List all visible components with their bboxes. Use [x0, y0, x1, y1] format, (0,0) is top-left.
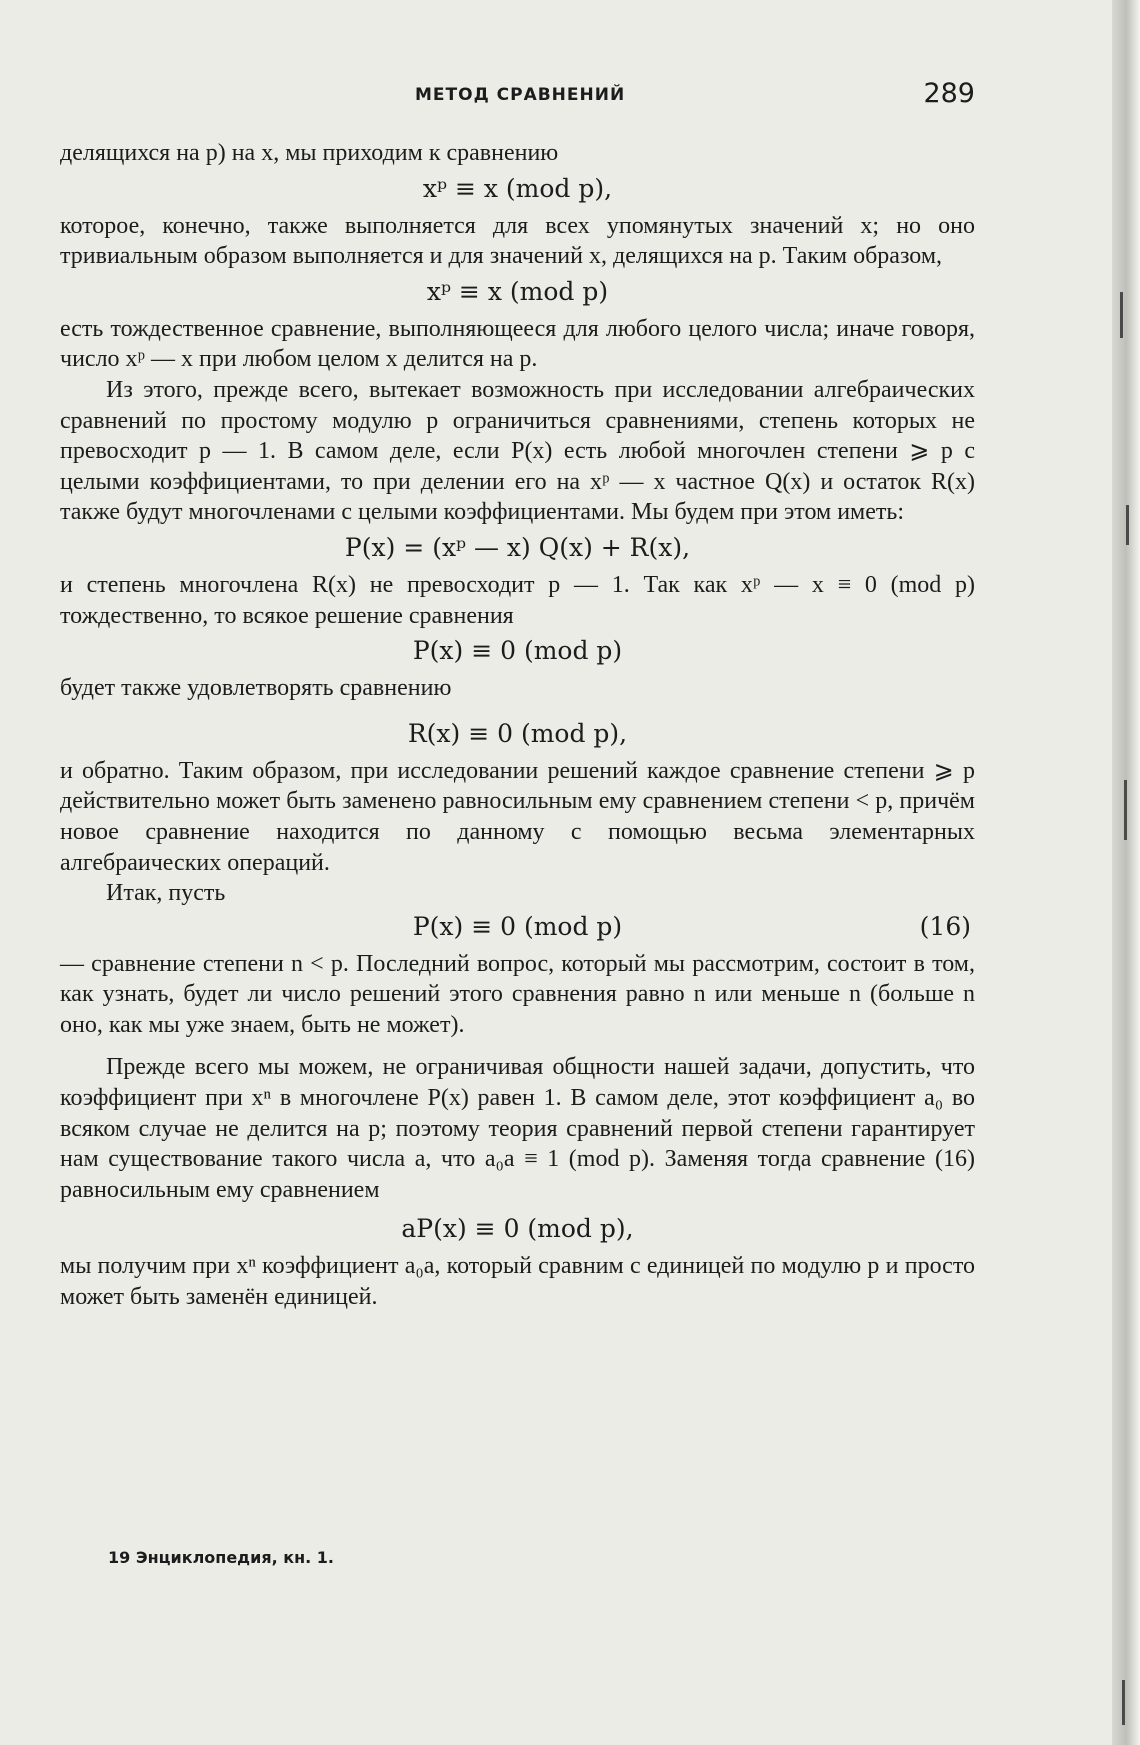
numbered-formula — [60, 911, 975, 943]
formula: xᵖ ≡ x (mod p), — [422, 173, 613, 203]
paragraph: которое, конечно, также выполняется для всех упомянутых значений x; но оно тривиальным образом выполняется и для значений x, делящихся на p. Таким образом, — [60, 212, 975, 270]
spine-mark — [1122, 1680, 1125, 1725]
formula: R(x) ≡ 0 (mod p), — [407, 718, 628, 748]
paragraph: и обратно. Таким образом, при исследовании решений каждое сравнение степени ⩾ p действительно может быть заменено равносильным ему сравнением степени < p, причём новое сравнение находится по данному с помощью весьма элементарных алгебраических операций. — [60, 757, 975, 876]
paragraph: Из этого, прежде всего, вытекает возможность при исследовании алгебраических сравнений по простому модулю p ограничиться сравнениями, степень которых не превосходит p — 1. В самом деле, если P(x) есть любой многочлен степени ⩾ p с целыми коэффициентами, то при делении его на xᵖ — x частное Q(x) и остаток R(x) также будут многочленами с целыми коэффициентами. Мы будем при этом иметь: — [60, 376, 975, 526]
paragraph-gap — [60, 1040, 975, 1052]
paragraph: — сравнение степени n < p. Последний вопрос, который мы рассмотрим, состоит в том, как узнать, будет ли число решений этого сравнения равно n или меньше n (больше n оно, как мы уже знаем, быть не может). — [60, 950, 975, 1038]
paragraph: есть тождественное сравнение, выполняющееся для любого целого числа; иначе говоря, число xᵖ — x при любом целом x делится на p. — [60, 315, 975, 373]
page-body — [60, 138, 975, 1313]
book-spine — [1112, 0, 1140, 1745]
paragraph: Итак, пусть — [106, 880, 226, 907]
spine-mark — [1124, 780, 1127, 840]
spine-mark — [1126, 505, 1129, 545]
signature-mark: 19 Энциклопедия, кн. 1. — [108, 1548, 335, 1567]
paragraph: делящихся на p) на x, мы приходим к сравнению — [60, 140, 559, 166]
formula: aP(x) ≡ 0 (mod p), — [401, 1214, 634, 1244]
paragraph: мы получим при xⁿ коэффициент a₀a, который сравним с единицей по модулю p и просто может быть заменён единицей. — [60, 1253, 975, 1311]
spine-mark — [1120, 292, 1123, 338]
equation-number: (16) — [919, 911, 971, 941]
page-number: 289 — [923, 78, 975, 109]
formula: xᵖ ≡ x (mod p) — [426, 276, 609, 306]
page-header — [60, 78, 975, 114]
formula: P(x) ≡ 0 (mod p) — [412, 911, 623, 941]
paragraph: будет также удовлетворять сравнению — [60, 675, 452, 702]
formula: P(x) ≡ 0 (mod p) — [412, 636, 623, 666]
paragraph: Прежде всего мы можем, не ограничивая общности нашей задачи, допустить, что коэффициент при xⁿ в многочлене P(x) равен 1. В самом деле, этот коэффициент a₀ во всяком случае не делится на p; поэтому теория сравнений первой степени гарантирует нам существование такого числа a, что a₀a ≡ 1 (mod p). Заменяя тогда сравнение (16) равносильным ему сравнением — [60, 1054, 975, 1203]
formula: P(x) = (xᵖ — x) Q(x) + R(x), — [344, 532, 691, 562]
running-head: МЕТОД СРАВНЕНИЙ — [415, 85, 626, 105]
paragraph: и степень многочлена R(x) не превосходит p — 1. Так как xᵖ — x ≡ 0 (mod p) тождественно, то всякое решение сравнения — [60, 571, 975, 629]
